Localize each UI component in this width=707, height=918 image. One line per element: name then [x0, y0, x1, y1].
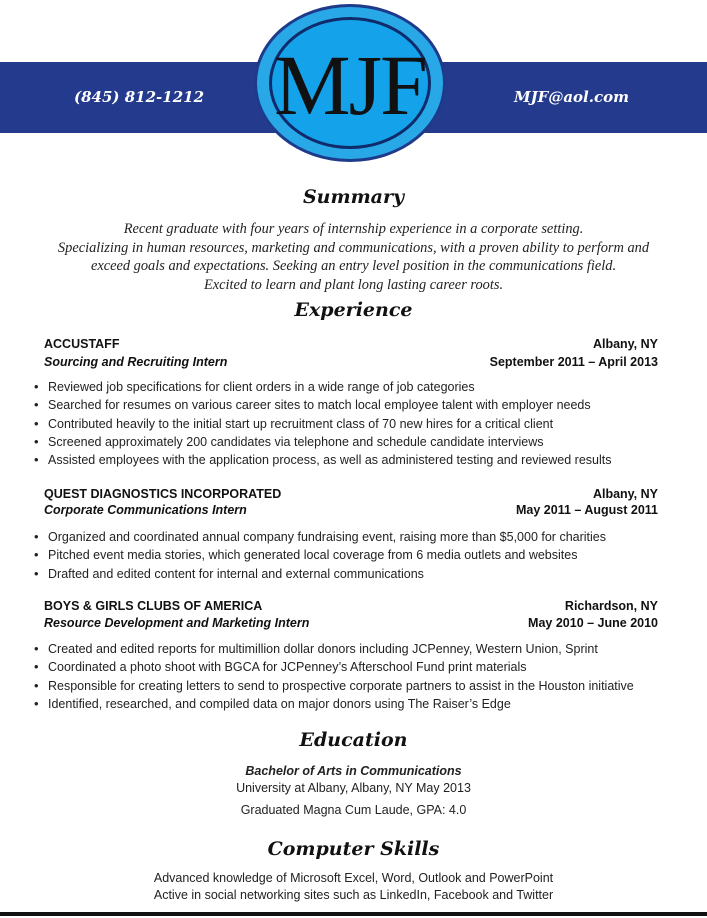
job-company-row	[44, 487, 658, 501]
list-item: • Organized and coordinated annual company fundraising event, raising more than $5,000 for charities	[34, 528, 606, 546]
education-honors: Graduated Magna Cum Laude, GPA: 4.0	[240, 803, 467, 817]
job-company-row	[44, 337, 658, 351]
job-role-row	[44, 616, 658, 630]
experience-heading: Experience	[294, 299, 413, 321]
email-address: MJF@aol.com	[513, 88, 629, 106]
summary-line: exceed goals and expectations. Seeking an entry level position in the communications field.	[90, 258, 617, 275]
list-item: • Contributed heavily to the initial start up recruitment class of 70 new hires for a critical client	[34, 415, 611, 433]
skills-heading: Computer Skills	[267, 838, 440, 860]
list-item: • Searched for resumes on various career sites to match local employee talent with employer needs	[34, 396, 611, 414]
list-item: • Pitched event media stories, which generated local coverage from 6 media outlets and websites	[34, 546, 606, 564]
summary-text	[20, 220, 687, 294]
list-item: • Identified, researched, and compiled data on major donors using The Raiser’s Edge	[34, 695, 634, 713]
summary-line: Excited to learn and plant long lasting career roots.	[203, 276, 504, 293]
job-role: Resource Development and Marketing Intern	[44, 616, 310, 630]
job-role-row	[44, 503, 658, 517]
list-item: • Assisted employees with the application process, as well as administered testing and reviewed results	[34, 451, 611, 469]
job-role: Corporate Communications Intern	[44, 503, 247, 517]
job-company: QUEST DIAGNOSTICS INCORPORATED	[44, 487, 282, 501]
job-role-row	[44, 355, 658, 369]
job-bullets	[34, 528, 606, 583]
summary-line: Recent graduate with four years of internship experience in a corporate setting.	[123, 221, 584, 237]
summary-heading: Summary	[302, 186, 405, 208]
job-company: ACCUSTAFF	[44, 337, 120, 351]
job-company-row	[44, 599, 658, 613]
job-dates: May 2010 – June 2010	[528, 616, 658, 630]
job-dates: May 2011 – August 2011	[516, 503, 658, 517]
job-company: BOYS & GIRLS CLUBS OF AMERICA	[44, 599, 263, 613]
list-item: • Created and edited reports for multimillion dollar donors including JCPenney, Western Union, Sprint	[34, 640, 634, 658]
list-item: • Drafted and edited content for internal and external communications	[34, 565, 606, 583]
monogram-badge	[254, 4, 446, 162]
job-location: Albany, NY	[592, 337, 658, 351]
job-bullets	[34, 378, 611, 469]
list-item: • Responsible for creating letters to send to prospective corporate partners to assist in the Houston initiative	[34, 677, 634, 695]
job-role: Sourcing and Recruiting Intern	[44, 355, 228, 369]
monogram-inner-oval	[269, 17, 431, 149]
job-location: Albany, NY	[592, 487, 658, 501]
list-item: • Reviewed job specifications for client orders in a wide range of job categories	[34, 378, 611, 396]
list-item: • Screened approximately 200 candidates via telephone and schedule candidate interviews	[34, 433, 611, 451]
education-heading: Education	[299, 729, 408, 751]
education-degree: Bachelor of Arts in Communications	[245, 764, 462, 778]
phone-number: (845) 812-1212	[74, 88, 205, 106]
job-bullets	[34, 640, 634, 713]
skills-line: Active in social networking sites such as LinkedIn, Facebook and Twitter	[153, 888, 554, 902]
monogram-initials: MJF	[274, 37, 426, 133]
list-item: • Coordinated a photo shoot with BGCA for JCPenney’s Afterschool Fund print materials	[34, 658, 634, 676]
skills-line: Advanced knowledge of Microsoft Excel, Word, Outlook and PowerPoint	[153, 871, 554, 885]
bottom-divider	[0, 912, 707, 916]
job-location: Richardson, NY	[564, 599, 658, 613]
job-dates: September 2011 – April 2013	[489, 355, 658, 369]
education-school: University at Albany, Albany, NY May 2013	[236, 781, 471, 795]
summary-line: Specializing in human resources, marketing and communications, with a proven ability to perform and	[57, 239, 650, 256]
